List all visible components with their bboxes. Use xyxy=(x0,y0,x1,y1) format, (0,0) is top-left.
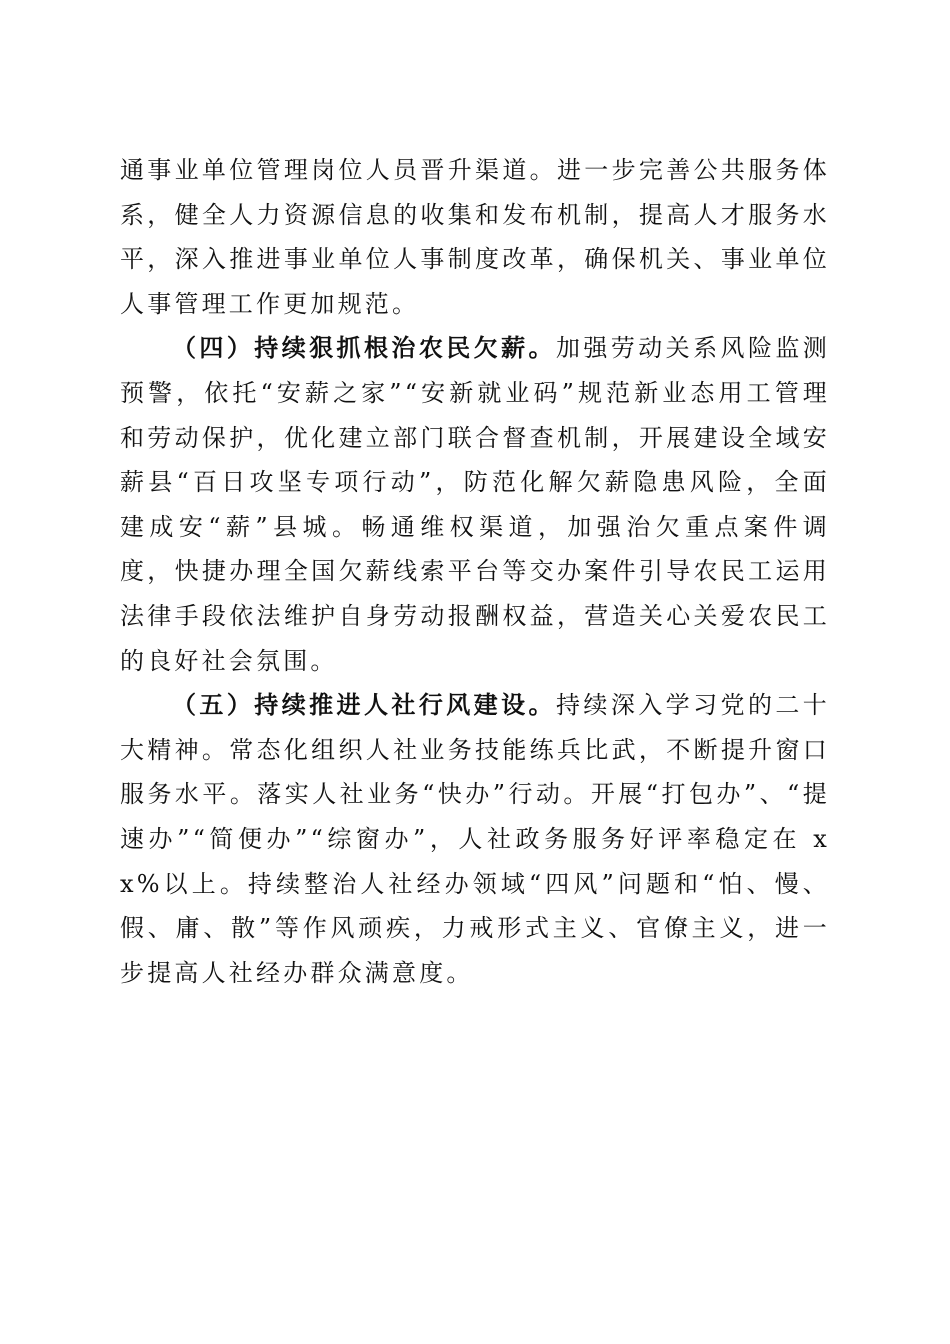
paragraph-text: 加强劳动关系风险监测预警，依托“安薪之家”“安新就业码”规范新业态用工管理和劳动保护，优化建立部门联合督查机制，开展建设全域安薪县“百日攻坚专项行动”，防范化解欠薪隐患风险，全面建成安“薪”县城。畅通维权渠道，加强治欠重点案件调度，快捷办理全国欠薪线索平台等交办案件引导农民工运用法律手段依法维护自身劳动报酬权益，营造关心关爱农民工的良好社会氛围。 xyxy=(120,334,830,675)
section-heading: （四）持续狠抓根治农民欠薪。 xyxy=(172,333,556,363)
paragraph-text: 持续深入学习党的二十大精神。常态化组织人社业务技能练兵比武，不断提升窗口服务水平。落实人社业务“快办”行动。开展“打包办”、“提速办”“简便办”“综窗办”，人社政务服务好评率稳定在 xx%以上。持续整治人社经办领域“四风”问题和“怕、慢、假、庸、散”等作风顽疾，力戒形式主义、官僚主义，进一步提高人社经办群众满意度。 xyxy=(120,691,830,987)
paragraph-section-5 xyxy=(120,683,830,995)
paragraph-continuation xyxy=(120,148,830,326)
document-body xyxy=(120,148,830,995)
paragraph-section-4 xyxy=(120,326,830,683)
paragraph-text: 通事业单位管理岗位人员晋升渠道。进一步完善公共服务体系，健全人力资源信息的收集和发布机制，提高人才服务水平，深入推进事业单位人事制度改革，确保机关、事业单位人事管理工作更加规范。 xyxy=(120,156,830,318)
section-heading: （五）持续推进人社行风建设。 xyxy=(172,690,556,720)
